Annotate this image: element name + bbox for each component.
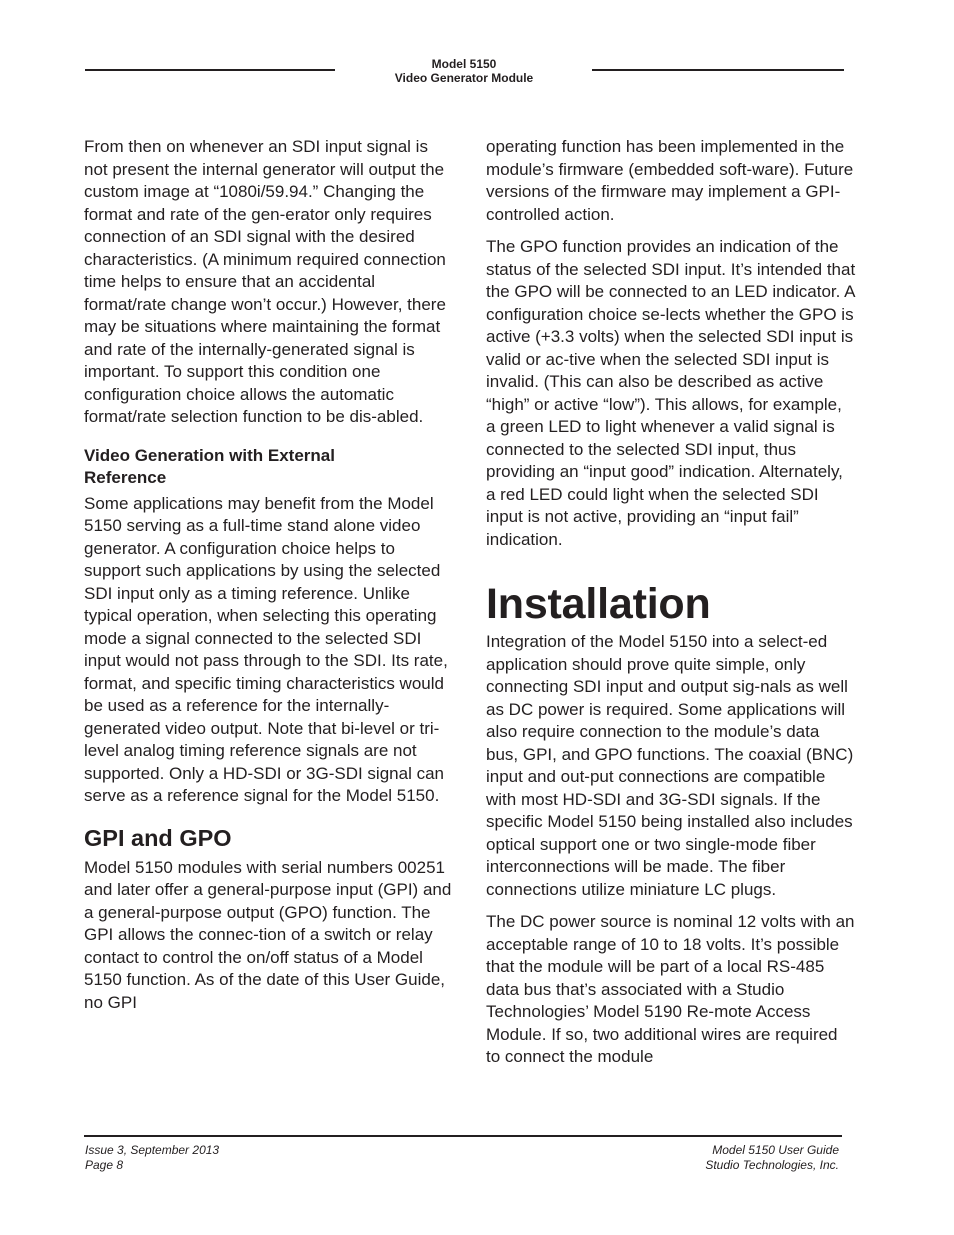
subheading-line-2: Reference [84,468,167,487]
header-model: Model 5150 [431,57,497,71]
running-header [340,57,588,85]
heading-installation: Installation [486,580,711,628]
footer-left [85,1143,219,1173]
footer-guide-title: Model 5150 User Guide [712,1143,839,1157]
paragraph-installation: Integration of the Model 5150 into a select-ed application should prove quite simple, only connecting SDI input and output sig-nals as well as DC power is required. Some applications will also require connection to the module’s data bus, GPI, and GPO functions. The coaxial (BNC) input and out-put connections are compatible with most HD-SDI and 3G-SDI signals. If the specific Model 5150 being installed also includes optical support one or two single-mode fiber interconnections will be made. The fiber connections utilize miniature LC plugs. [486,632,854,899]
right-column [486,136,856,1069]
footer-issue: Issue 3, September 2013 [85,1143,220,1157]
left-column [84,136,454,1014]
subheading-external-reference [84,445,454,490]
heading-gpi-gpo: GPI and GPO [84,824,232,851]
header-product: Video Generator Module [394,71,534,85]
footer-right [705,1143,839,1173]
paragraph-dc-power: The DC power source is nominal 12 volts with an acceptable range of 10 to 18 volts. It’s possible that the module will be part of a local RS-485 data bus that’s associated with a Studio Technologies’ Model 5190 Re-mote Access Module. If so, two additional wires are required to connect the module [486,912,855,1066]
header-rule-left [85,69,335,71]
footer-company: Studio Technologies, Inc. [705,1158,839,1172]
header-rule-right [592,69,844,71]
paragraph-gpo: The GPO function provides an indication of the status of the selected SDI input. It’s intended that the GPO will be connected to an LED indicator. A configuration choice se-lects whether the GPO is active (+3.3 volts) when the selected SDI input is valid or ac-tive when the selected SDI input is invalid. (This can also be described as active “high” or active “low”). This allows, for example, a green LED to light whenever a valid signal is connected to the selected SDI input, thus providing an “input good” indication. Alternately, a red LED could light when the selected SDI input is not active, providing an “input fail” indication. [486,237,856,549]
paragraph-gpi-continued: operating function has been implemented in the module’s firmware (embedded soft-ware). Future versions of the firmware may implement a GPI-controlled action. [486,137,854,224]
subheading-line-1: Video Generation with External [84,445,335,465]
paragraph-custom-image: From then on whenever an SDI input signal is not present the internal generator will output the custom image at “1080i/59.94.” Changing the format and rate of the gen-erator only requires connection of an SDI signal with the desired characteristics. (A minimum required connection time helps to ensure that an accidental format/rate change won’t occur.) However, there may be situations where maintaining the format and rate of the internally-generated signal is important. To support this condition one configuration choice allows the automatic format/rate selection function to be dis-abled. [84,137,446,426]
paragraph-gpi: Model 5150 modules with serial numbers 00251 and later offer a general-purpose input (GPI) and a general-purpose output (GPO) function. The GPI allows the connec-tion of a switch or relay contact to control the on/off status of a Model 5150 function. As of the date of this User Guide, no GPI [84,857,452,1012]
footer-rule [84,1135,842,1137]
paragraph-external-reference: Some applications may benefit from the Model 5150 serving as a full-time stand alone video generator. A configuration choice helps to support such applications by using the selected SDI input only as a timing reference. Unlike typical operation, when selecting this operating mode a signal connected to the selected SDI input would not pass through to the SDI. Its rate, format, and specific timing characteristics would be used as a reference for the internally-generated video output. Note that bi-level or tri-level analog timing reference signals are not supported. Only a HD-SDI or 3G-SDI signal can serve as a reference signal for the Model 5150. [84,493,448,805]
footer-page-number: Page 8 [85,1158,124,1172]
